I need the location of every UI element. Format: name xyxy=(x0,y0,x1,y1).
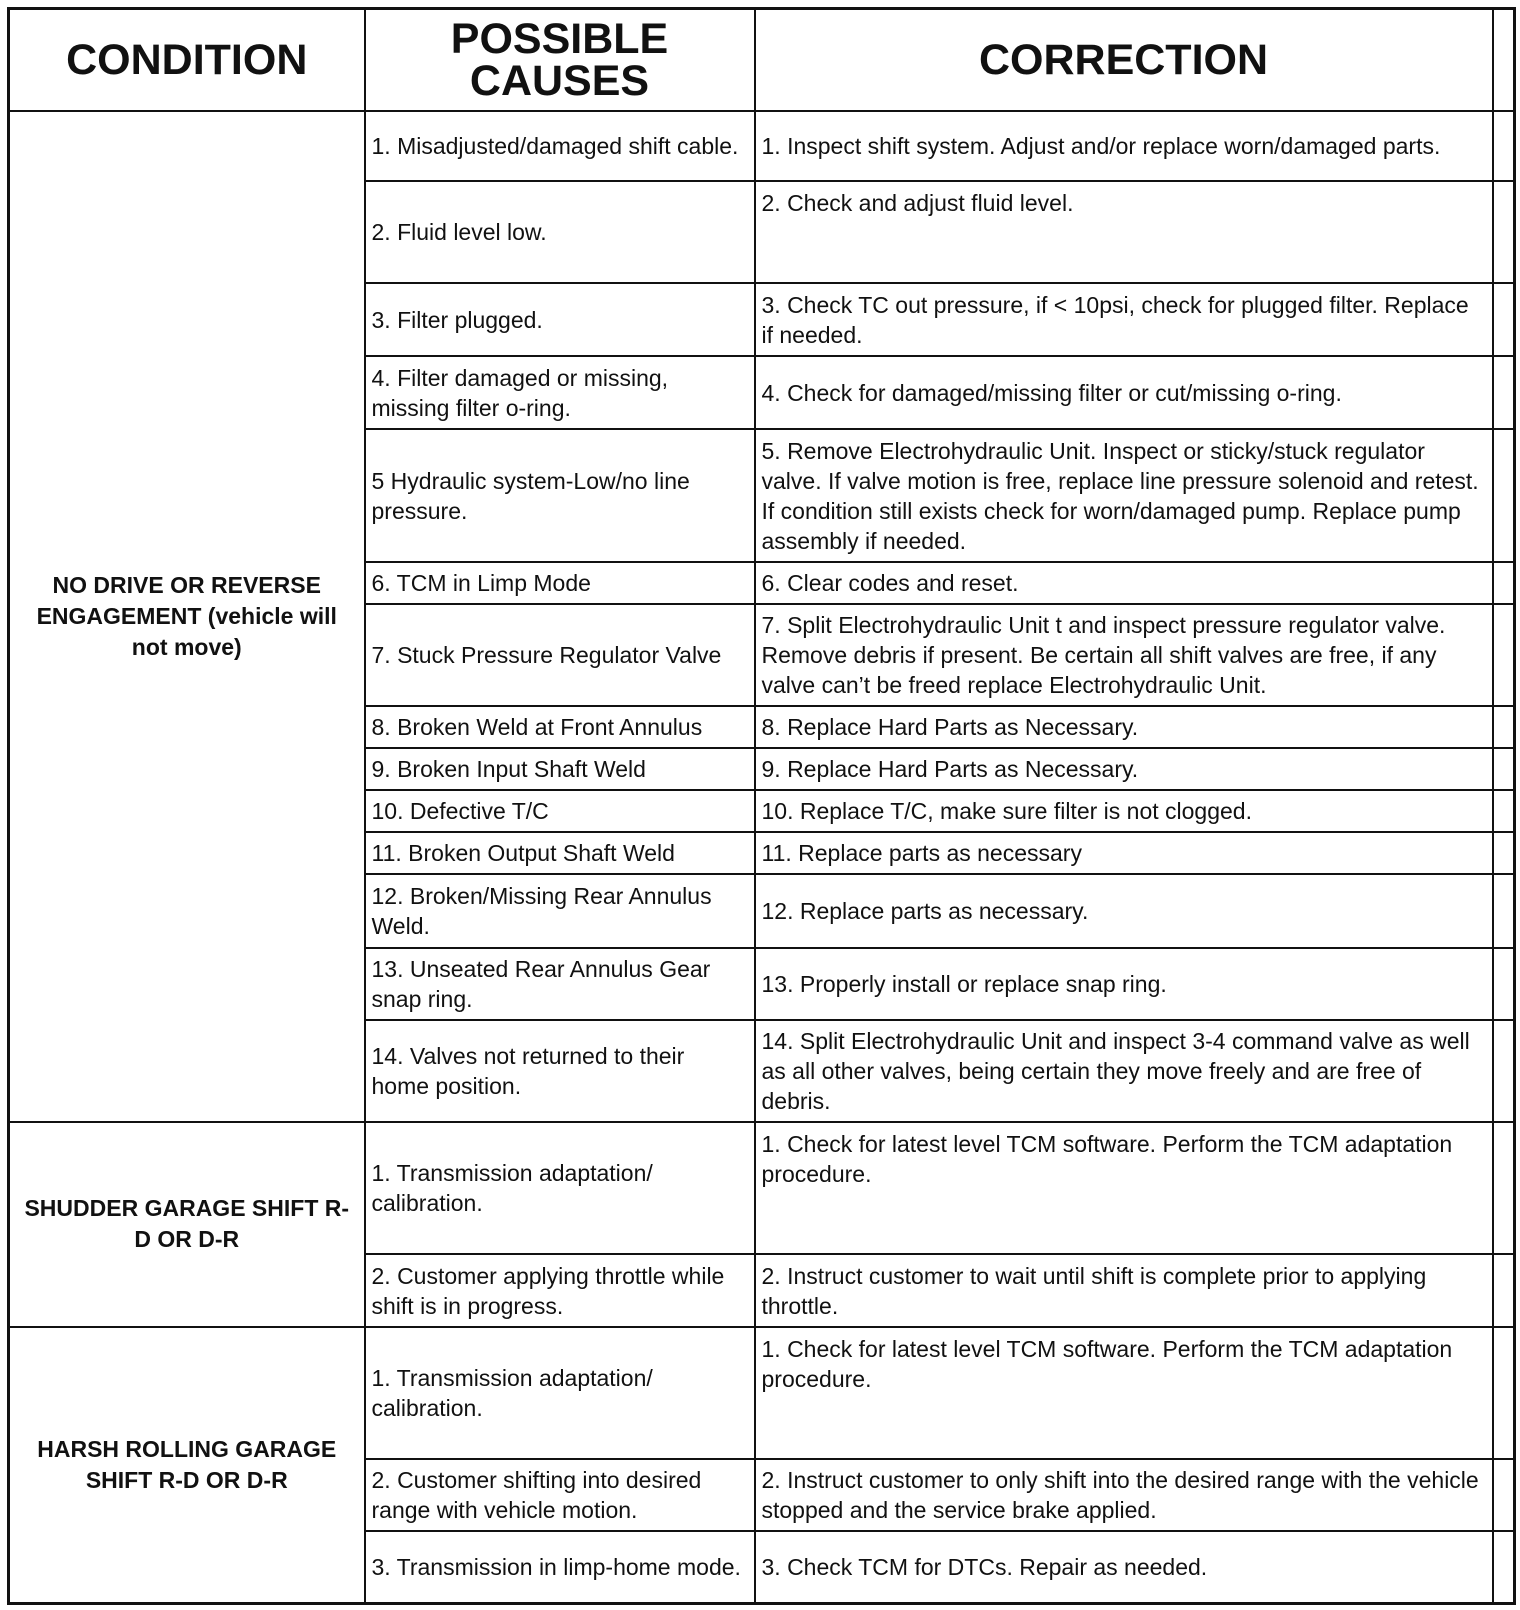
edge-cell xyxy=(1493,1459,1515,1531)
correction-cell: 2. Instruct customer to only shift into the desired range with the vehicle stopped and the service brake applied. xyxy=(755,1459,1493,1531)
cause-cell: 6. TCM in Limp Mode xyxy=(365,562,755,604)
correction-cell: 1. Inspect shift system. Adjust and/or replace worn/damaged parts. xyxy=(755,111,1493,181)
edge-cell xyxy=(1493,429,1515,561)
cause-cell: 12. Broken/Missing Rear Annulus Weld. xyxy=(365,874,755,947)
correction-cell: 1. Check for latest level TCM software. Perform the TCM adaptation procedure. xyxy=(755,1122,1493,1254)
edge-cell xyxy=(1493,1327,1515,1459)
header-row xyxy=(9,9,1515,111)
correction-cell: 2. Instruct customer to wait until shift is complete prior to applying throttle. xyxy=(755,1254,1493,1326)
diagnosis-table xyxy=(7,7,1516,1605)
cause-cell: 11. Broken Output Shaft Weld xyxy=(365,832,755,874)
edge-cell xyxy=(1493,1531,1515,1603)
right-edge-column xyxy=(1493,9,1515,111)
cause-cell: 8. Broken Weld at Front Annulus xyxy=(365,706,755,748)
correction-cell: 2. Check and adjust fluid level. xyxy=(755,181,1493,283)
edge-cell xyxy=(1493,748,1515,790)
correction-cell: 7. Split Electrohydraulic Unit t and inspect pressure regulator valve. Remove debris if present. Be certain all shift valves are free, if any valve can’t be freed replace Electrohydraulic Unit. xyxy=(755,604,1493,706)
cause-cell: 1. Transmission adaptation/ calibration. xyxy=(365,1327,755,1459)
cause-cell: 3. Filter plugged. xyxy=(365,283,755,356)
edge-cell xyxy=(1493,111,1515,181)
cause-cell: 2. Customer shifting into desired range with vehicle motion. xyxy=(365,1459,755,1531)
cause-cell: 10. Defective T/C xyxy=(365,790,755,832)
correction-cell: 13. Properly install or replace snap ring. xyxy=(755,948,1493,1020)
correction-cell: 11. Replace parts as necessary xyxy=(755,832,1493,874)
correction-cell: 9. Replace Hard Parts as Necessary. xyxy=(755,748,1493,790)
correction-cell: 3. Check TC out pressure, if < 10psi, check for plugged filter. Replace if needed. xyxy=(755,283,1493,356)
cause-cell: 3. Transmission in limp-home mode. xyxy=(365,1531,755,1603)
edge-cell xyxy=(1493,1020,1515,1122)
cause-cell: 1. Transmission adaptation/ calibration. xyxy=(365,1122,755,1254)
cause-cell: 7. Stuck Pressure Regulator Valve xyxy=(365,604,755,706)
edge-cell xyxy=(1493,181,1515,283)
correction-cell: 8. Replace Hard Parts as Necessary. xyxy=(755,706,1493,748)
condition-cell: HARSH ROLLING GARAGE SHIFT R-D OR D-R xyxy=(9,1327,365,1604)
correction-cell: 3. Check TCM for DTCs. Repair as needed. xyxy=(755,1531,1493,1603)
cause-cell: 1. Misadjusted/damaged shift cable. xyxy=(365,111,755,181)
table-row xyxy=(9,111,1515,181)
edge-cell xyxy=(1493,1122,1515,1254)
correction-cell: 4. Check for damaged/missing filter or cut/missing o-ring. xyxy=(755,356,1493,429)
correction-cell: 6. Clear codes and reset. xyxy=(755,562,1493,604)
condition-cell: NO DRIVE OR REVERSE ENGAGEMENT (vehicle will not move) xyxy=(9,111,365,1123)
edge-cell xyxy=(1493,832,1515,874)
cause-cell: 2. Customer applying throttle while shift is in progress. xyxy=(365,1254,755,1326)
header-correction: CORRECTION xyxy=(755,9,1493,111)
edge-cell xyxy=(1493,604,1515,706)
correction-cell: 5. Remove Electrohydraulic Unit. Inspect or sticky/stuck regulator valve. If valve motion is free, replace line pressure solenoid and retest. If condition still exists check for worn/damaged pump. Replace pump assembly if needed. xyxy=(755,429,1493,561)
edge-cell xyxy=(1493,790,1515,832)
header-condition: CONDITION xyxy=(9,9,365,111)
correction-cell: 12. Replace parts as necessary. xyxy=(755,874,1493,947)
correction-cell: 14. Split Electrohydraulic Unit and inspect 3-4 command valve as well as all other valves, being certain they move freely and are free of debris. xyxy=(755,1020,1493,1122)
header-possible-causes: POSSIBLE CAUSES xyxy=(365,9,755,111)
edge-cell xyxy=(1493,283,1515,356)
edge-cell xyxy=(1493,706,1515,748)
correction-cell: 1. Check for latest level TCM software. Perform the TCM adaptation procedure. xyxy=(755,1327,1493,1459)
cause-cell: 2. Fluid level low. xyxy=(365,181,755,283)
edge-cell xyxy=(1493,948,1515,1020)
edge-cell xyxy=(1493,356,1515,429)
correction-cell: 10. Replace T/C, make sure filter is not clogged. xyxy=(755,790,1493,832)
cause-cell: 9. Broken Input Shaft Weld xyxy=(365,748,755,790)
table-row xyxy=(9,1327,1515,1459)
condition-cell: SHUDDER GARAGE SHIFT R-D OR D-R xyxy=(9,1122,365,1327)
table-row xyxy=(9,1122,1515,1254)
cause-cell: 4. Filter damaged or missing, missing filter o-ring. xyxy=(365,356,755,429)
edge-cell xyxy=(1493,1254,1515,1326)
cause-cell: 5 Hydraulic system-Low/no line pressure. xyxy=(365,429,755,561)
edge-cell xyxy=(1493,562,1515,604)
edge-cell xyxy=(1493,874,1515,947)
cause-cell: 13. Unseated Rear Annulus Gear snap ring. xyxy=(365,948,755,1020)
cause-cell: 14. Valves not returned to their home position. xyxy=(365,1020,755,1122)
